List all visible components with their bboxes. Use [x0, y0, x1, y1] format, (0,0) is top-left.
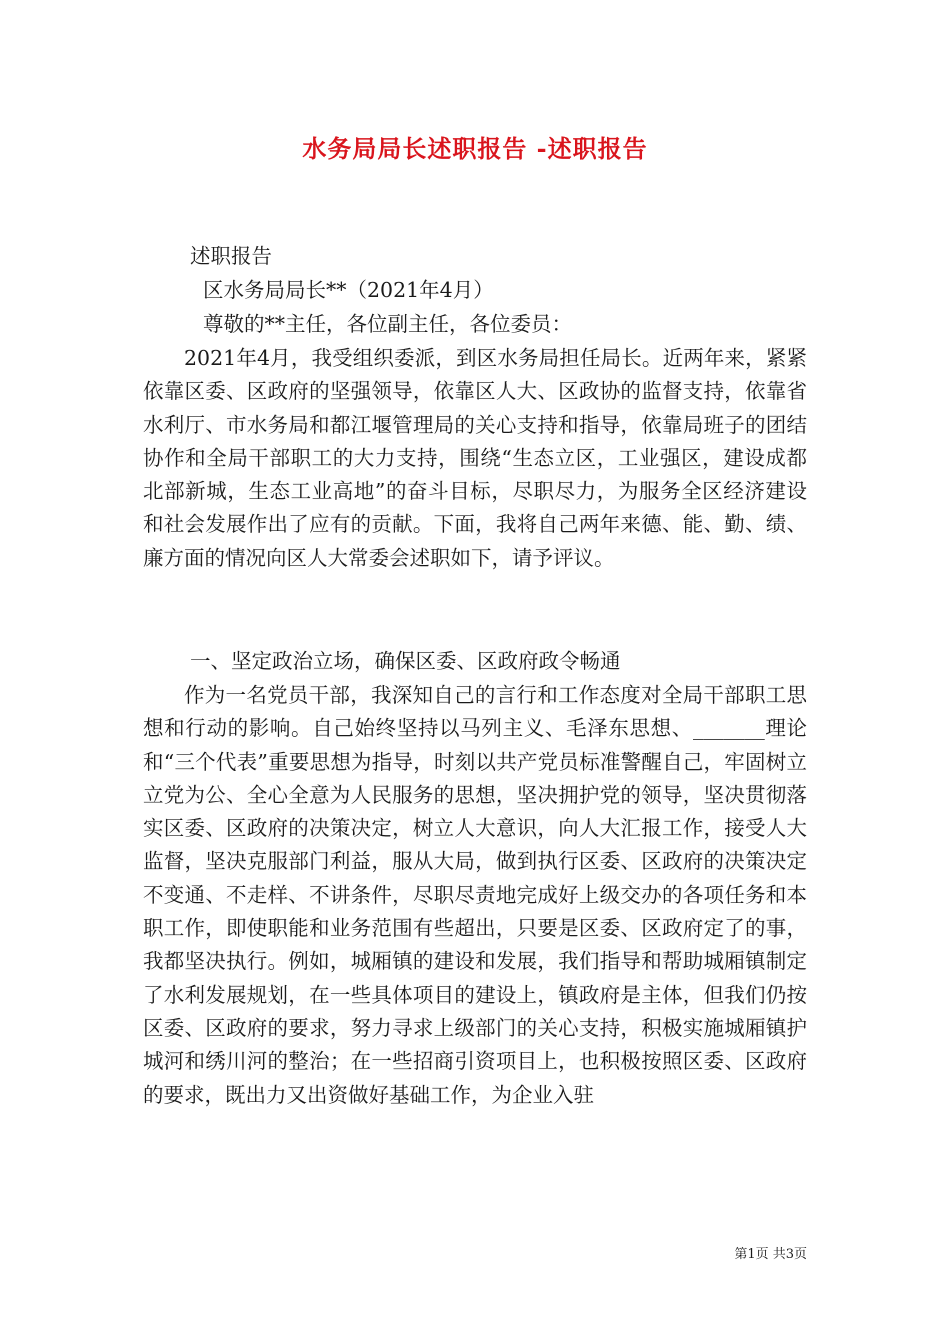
author-byline: 区水务局局长**（2021年4月） [203, 278, 494, 302]
paragraph-intro: 2021年4月，我受组织委派，到区水务局担任局长。近两年来，紧紧依靠区委、区政府的坚强领导，依靠区人大、区政协的监督支持，依靠省水利厅、市水务局和都江堰管理局的关心支持和指导，依靠局班子的团结协作和全局干部职工的大力支持，围绕“生态立区，工业强区，建设成都北部新城，生态工业高地”的奋斗目标，尽职尽力，为服务全区经济建设和社会发展作出了应有的贡献。下面，我将自己两年来德、能、勤、绩、廉方面的情况向区人大常委会述职如下，请予评议。 [143, 346, 807, 570]
paragraph-section-1: 作为一名党员干部，我深知自己的言行和工作态度对全局干部职工思想和行动的影响。自己始终坚持以马列主义、毛泽东思想、_______理论和“三个代表”重要思想为指导，时刻以共产党员标准警醒自己，牢固树立立党为公、全心全意为人民服务的思想，坚决拥护党的领导，坚决贯彻落实区委、区政府的决策决定，树立人大意识，向人大汇报工作，接受人大监督，坚决克服部门利益，服从大局，做到执行区委、区政府的决策决定不变通、不走样、不讲条件，尽职尽责地完成好上级交办的各项任务和本职工作，即使职能和业务范围有些超出，只要是区委、区政府定了的事，我都坚决执行。例如，城厢镇的建设和发展，我们指导和帮助城厢镇制定了水利发展规划，在一些具体项目的建设上，镇政府是主体，但我们仍按区委、区政府的要求，努力寻求上级部门的关心支持，积极实施城厢镇护城河和绣川河的整治；在一些招商引资项目上，也积极按照区委、区政府的要求，既出力又出资做好基础工作，为企业入驻 [143, 683, 807, 1107]
document-title: 水务局局长述职报告 -述职报告 [302, 134, 648, 163]
report-heading: 述职报告 [190, 244, 272, 268]
salutation: 尊敬的**主任，各位副主任，各位委员： [203, 312, 572, 336]
section-heading-1: 一、坚定政治立场，确保区委、区政府政令畅通 [190, 649, 621, 673]
page-number: 第1页 共3页 [734, 1247, 807, 1262]
